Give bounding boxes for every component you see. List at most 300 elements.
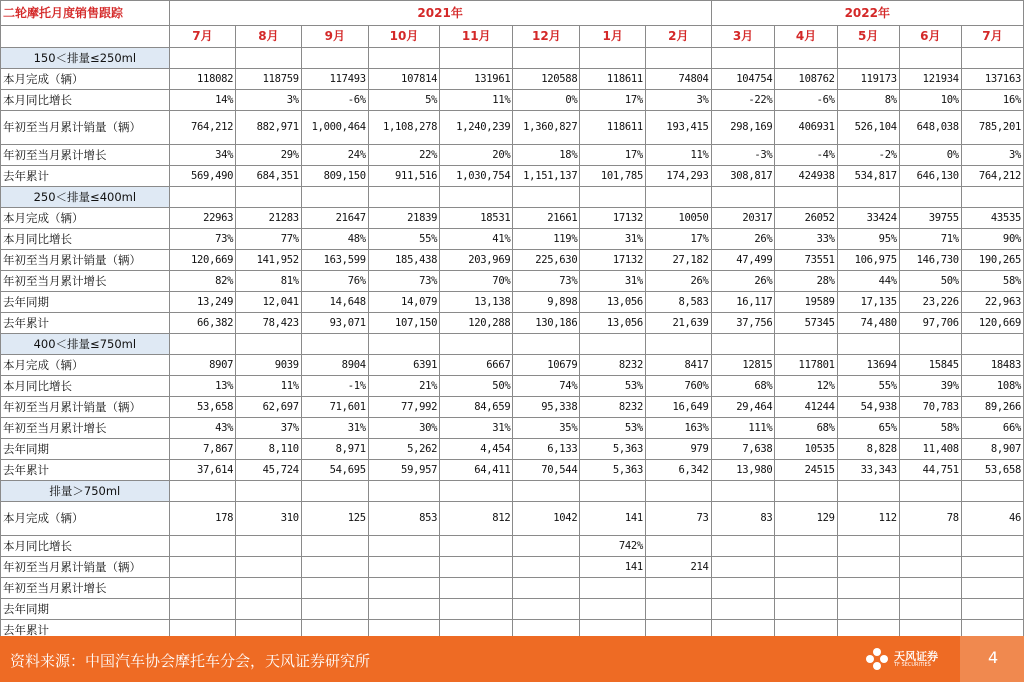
value-cell: 8904	[301, 355, 368, 376]
table-row	[1, 166, 1024, 187]
value-cell: 118611	[580, 111, 646, 145]
section-header-blank-cell	[513, 481, 580, 502]
section-header-blank-cell	[961, 187, 1023, 208]
table-row	[1, 229, 1024, 250]
value-cell: 18483	[961, 355, 1023, 376]
value-cell: 18%	[513, 145, 580, 166]
value-cell: 11%	[645, 145, 711, 166]
value-cell	[645, 578, 711, 599]
row-label: 去年同期	[1, 599, 170, 620]
value-cell	[837, 557, 899, 578]
section-header-blank-cell	[961, 481, 1023, 502]
value-cell: 35%	[513, 418, 580, 439]
month-header: 6月	[899, 26, 961, 48]
value-cell: 14%	[169, 90, 236, 111]
row-label: 本月完成（辆）	[1, 355, 170, 376]
table-row	[1, 292, 1024, 313]
value-cell: 29,464	[711, 397, 775, 418]
value-cell: 13,056	[580, 292, 646, 313]
value-cell: 163,599	[301, 250, 368, 271]
value-cell	[645, 599, 711, 620]
section-header-blank-cell	[711, 334, 775, 355]
value-cell: 28%	[775, 271, 837, 292]
value-cell: 44,751	[899, 460, 961, 481]
value-cell: 130,186	[513, 313, 580, 334]
value-cell: 41%	[440, 229, 513, 250]
value-cell	[580, 599, 646, 620]
value-cell: 37%	[236, 418, 302, 439]
value-cell: 534,817	[837, 166, 899, 187]
value-cell: 39%	[899, 376, 961, 397]
section-header-blank-cell	[645, 187, 711, 208]
value-cell: 26%	[711, 229, 775, 250]
row-label: 去年同期	[1, 292, 170, 313]
month-header: 1月	[580, 26, 646, 48]
value-cell: 13,980	[711, 460, 775, 481]
value-cell: 104754	[711, 69, 775, 90]
value-cell: 3%	[236, 90, 302, 111]
value-cell: 70%	[440, 271, 513, 292]
value-cell: 141	[580, 557, 646, 578]
value-cell: 54,938	[837, 397, 899, 418]
value-cell	[169, 599, 236, 620]
section-header-blank-cell	[775, 481, 837, 502]
value-cell: 1,360,827	[513, 111, 580, 145]
value-cell: 117801	[775, 355, 837, 376]
value-cell: 8232	[580, 355, 646, 376]
value-cell: 57345	[775, 313, 837, 334]
value-cell: 146,730	[899, 250, 961, 271]
table-row	[1, 557, 1024, 578]
section-header-blank-cell	[775, 187, 837, 208]
value-cell: 53,658	[169, 397, 236, 418]
value-cell: 55%	[837, 376, 899, 397]
value-cell	[368, 578, 439, 599]
table-row	[1, 90, 1024, 111]
value-cell: -6%	[301, 90, 368, 111]
value-cell: 111%	[711, 418, 775, 439]
value-cell: 89,266	[961, 397, 1023, 418]
section-header-blank-cell	[580, 334, 646, 355]
value-cell	[301, 536, 368, 557]
row-label: 年初至当月累计增长	[1, 145, 170, 166]
row-label: 去年累计	[1, 460, 170, 481]
value-cell: 10%	[899, 90, 961, 111]
section-header-blank-cell	[580, 187, 646, 208]
value-cell: 39755	[899, 208, 961, 229]
section-header: 排量＞750ml	[1, 481, 170, 502]
value-cell: 14,079	[368, 292, 439, 313]
table-row	[1, 418, 1024, 439]
value-cell: 7,867	[169, 439, 236, 460]
section-header-blank-cell	[899, 334, 961, 355]
value-cell: 119173	[837, 69, 899, 90]
value-cell: 569,490	[169, 166, 236, 187]
value-cell: 21%	[368, 376, 439, 397]
value-cell: 8,583	[645, 292, 711, 313]
value-cell: 131961	[440, 69, 513, 90]
value-cell	[169, 557, 236, 578]
value-cell: 117493	[301, 69, 368, 90]
section-header-blank-cell	[169, 48, 236, 69]
value-cell: -3%	[711, 145, 775, 166]
value-cell: 55%	[368, 229, 439, 250]
section-header-blank-cell	[368, 48, 439, 69]
value-cell	[580, 578, 646, 599]
value-cell: 95,338	[513, 397, 580, 418]
section-header-blank-cell	[513, 187, 580, 208]
row-label: 年初至当月累计销量（辆）	[1, 397, 170, 418]
value-cell: 11%	[236, 376, 302, 397]
value-cell: 20%	[440, 145, 513, 166]
value-cell	[301, 578, 368, 599]
value-cell: 1,000,464	[301, 111, 368, 145]
section-header-blank-cell	[961, 334, 1023, 355]
value-cell: 9039	[236, 355, 302, 376]
section-header-blank-cell	[169, 481, 236, 502]
logo-text: 天风证券	[894, 650, 938, 663]
value-cell: 29%	[236, 145, 302, 166]
value-cell	[169, 578, 236, 599]
section-header-blank-cell	[711, 187, 775, 208]
value-cell	[961, 557, 1023, 578]
table-row	[1, 536, 1024, 557]
value-cell: 22963	[169, 208, 236, 229]
value-cell: 5,363	[580, 460, 646, 481]
section-header-blank-cell	[645, 334, 711, 355]
value-cell	[513, 578, 580, 599]
section-header-blank-cell	[775, 48, 837, 69]
value-cell: 107,150	[368, 313, 439, 334]
value-cell: 141	[580, 502, 646, 536]
value-cell: 5%	[368, 90, 439, 111]
month-header: 5月	[837, 26, 899, 48]
value-cell: 12815	[711, 355, 775, 376]
value-cell: 118082	[169, 69, 236, 90]
table-row	[1, 271, 1024, 292]
value-cell: 70,544	[513, 460, 580, 481]
table-row	[1, 313, 1024, 334]
section-header-blank-cell	[899, 481, 961, 502]
row-label: 年初至当月累计销量（辆）	[1, 557, 170, 578]
value-cell: 178	[169, 502, 236, 536]
value-cell	[961, 536, 1023, 557]
value-cell: 19589	[775, 292, 837, 313]
value-cell: 33,343	[837, 460, 899, 481]
table-row	[1, 599, 1024, 620]
value-cell: 17132	[580, 250, 646, 271]
value-cell	[837, 578, 899, 599]
value-cell: 54,695	[301, 460, 368, 481]
value-cell: 14,648	[301, 292, 368, 313]
section-header-blank-cell	[711, 481, 775, 502]
value-cell: 64,411	[440, 460, 513, 481]
section-header-blank-cell	[368, 481, 439, 502]
table-row	[1, 460, 1024, 481]
section-header-blank-cell	[837, 481, 899, 502]
value-cell	[440, 536, 513, 557]
value-cell: 11%	[440, 90, 513, 111]
value-cell: 31%	[440, 418, 513, 439]
value-cell: 18531	[440, 208, 513, 229]
value-cell: 10535	[775, 439, 837, 460]
value-cell: 193,415	[645, 111, 711, 145]
section-header-blank-cell	[775, 334, 837, 355]
value-cell: 66,382	[169, 313, 236, 334]
value-cell: 48%	[301, 229, 368, 250]
value-cell: 12%	[775, 376, 837, 397]
value-cell: 62,697	[236, 397, 302, 418]
value-cell: 3%	[961, 145, 1023, 166]
value-cell: 764,212	[169, 111, 236, 145]
value-cell: 33424	[837, 208, 899, 229]
value-cell	[368, 536, 439, 557]
section-header-blank-cell	[236, 187, 302, 208]
tf-securities-logo-icon	[862, 644, 892, 674]
row-label: 本月完成（辆）	[1, 208, 170, 229]
value-cell: 45,724	[236, 460, 302, 481]
row-label: 本月同比增长	[1, 90, 170, 111]
value-cell: 13,138	[440, 292, 513, 313]
value-cell: 37,756	[711, 313, 775, 334]
value-cell: 10050	[645, 208, 711, 229]
value-cell: 310	[236, 502, 302, 536]
section-header-blank-cell	[301, 187, 368, 208]
value-cell: -22%	[711, 90, 775, 111]
row-label: 本月同比增长	[1, 376, 170, 397]
value-cell: 73551	[775, 250, 837, 271]
value-cell	[440, 557, 513, 578]
value-cell: 812	[440, 502, 513, 536]
value-cell: 119%	[513, 229, 580, 250]
section-header-blank-cell	[513, 334, 580, 355]
value-cell: 6391	[368, 355, 439, 376]
row-label: 本月完成（辆）	[1, 69, 170, 90]
section-header: 150＜排量≤250ml	[1, 48, 170, 69]
value-cell: 65%	[837, 418, 899, 439]
value-cell: 120,288	[440, 313, 513, 334]
table-row	[1, 208, 1024, 229]
page-number: 4	[988, 648, 999, 667]
value-cell: 8,828	[837, 439, 899, 460]
section-header-blank-cell	[169, 187, 236, 208]
month-header: 7月	[169, 26, 236, 48]
value-cell	[775, 557, 837, 578]
value-cell: 120,669	[961, 313, 1023, 334]
value-cell: 50%	[899, 271, 961, 292]
value-cell: 82%	[169, 271, 236, 292]
value-cell: 53,658	[961, 460, 1023, 481]
row-label: 年初至当月累计销量（辆）	[1, 111, 170, 145]
value-cell: 58%	[961, 271, 1023, 292]
value-cell: 20317	[711, 208, 775, 229]
value-cell	[513, 599, 580, 620]
value-cell: 24515	[775, 460, 837, 481]
row-label: 去年累计	[1, 620, 170, 641]
logo-subtext: TF SECURITIES	[894, 662, 931, 668]
section-header-blank-cell	[645, 48, 711, 69]
row-label: 年初至当月累计销量（辆）	[1, 250, 170, 271]
value-cell: 0%	[899, 145, 961, 166]
value-cell: 118611	[580, 69, 646, 90]
value-cell: 26%	[645, 271, 711, 292]
source-note: 资料来源：中国汽车协会摩托车分会，天风证券研究所	[10, 652, 371, 670]
value-cell: 308,817	[711, 166, 775, 187]
value-cell: 1042	[513, 502, 580, 536]
value-cell: 74%	[513, 376, 580, 397]
value-cell: 23,226	[899, 292, 961, 313]
month-header: 9月	[301, 26, 368, 48]
value-cell: 108762	[775, 69, 837, 90]
value-cell: 22,963	[961, 292, 1023, 313]
row-label: 去年累计	[1, 166, 170, 187]
section-header-blank-cell	[645, 481, 711, 502]
value-cell: 26%	[711, 271, 775, 292]
value-cell: 8907	[169, 355, 236, 376]
value-cell: 5,262	[368, 439, 439, 460]
year-2021-header: 2021年	[169, 1, 711, 26]
value-cell	[513, 536, 580, 557]
value-cell: 17%	[645, 229, 711, 250]
value-cell: 68%	[711, 376, 775, 397]
value-cell: 4,454	[440, 439, 513, 460]
value-cell: 112	[837, 502, 899, 536]
value-cell: 81%	[236, 271, 302, 292]
row-label: 本月同比增长	[1, 536, 170, 557]
value-cell: 0%	[513, 90, 580, 111]
value-cell: 21,639	[645, 313, 711, 334]
row-label: 去年同期	[1, 439, 170, 460]
footer-bar	[0, 636, 1024, 682]
value-cell: 95%	[837, 229, 899, 250]
value-cell: 8,110	[236, 439, 302, 460]
value-cell: 33%	[775, 229, 837, 250]
value-cell: 760%	[645, 376, 711, 397]
table-row	[1, 145, 1024, 166]
section-header-blank-cell	[580, 481, 646, 502]
value-cell	[236, 536, 302, 557]
value-cell: 979	[645, 439, 711, 460]
value-cell: 12,041	[236, 292, 302, 313]
value-cell: 15845	[899, 355, 961, 376]
value-cell: 76%	[301, 271, 368, 292]
value-cell: -6%	[775, 90, 837, 111]
value-cell: 120,669	[169, 250, 236, 271]
value-cell: -1%	[301, 376, 368, 397]
value-cell: 174,293	[645, 166, 711, 187]
section-header-blank-cell	[301, 48, 368, 69]
value-cell: 31%	[301, 418, 368, 439]
value-cell: 27,182	[645, 250, 711, 271]
section-header-blank-cell	[236, 334, 302, 355]
value-cell: 911,516	[368, 166, 439, 187]
value-cell: 13694	[837, 355, 899, 376]
value-cell	[368, 599, 439, 620]
table-row	[1, 439, 1024, 460]
table-row	[1, 250, 1024, 271]
table-row	[1, 502, 1024, 536]
section-header-blank-cell	[440, 48, 513, 69]
value-cell: 8232	[580, 397, 646, 418]
section-header-blank-cell	[440, 187, 513, 208]
value-cell	[899, 599, 961, 620]
value-cell: 121934	[899, 69, 961, 90]
month-header: 2月	[645, 26, 711, 48]
row-label: 年初至当月累计增长	[1, 578, 170, 599]
value-cell: 424938	[775, 166, 837, 187]
value-cell: 93,071	[301, 313, 368, 334]
value-cell: 106,975	[837, 250, 899, 271]
value-cell	[236, 578, 302, 599]
value-cell	[711, 536, 775, 557]
value-cell: 6,342	[645, 460, 711, 481]
value-cell: 11,408	[899, 439, 961, 460]
value-cell: 120588	[513, 69, 580, 90]
value-cell: 526,104	[837, 111, 899, 145]
month-row-blank	[1, 26, 170, 48]
value-cell: 84,659	[440, 397, 513, 418]
value-cell: 44%	[837, 271, 899, 292]
section-header-blank-cell	[837, 187, 899, 208]
value-cell	[899, 578, 961, 599]
value-cell: 74,480	[837, 313, 899, 334]
value-cell: 8,971	[301, 439, 368, 460]
value-cell	[711, 599, 775, 620]
value-cell	[711, 578, 775, 599]
value-cell: 71%	[899, 229, 961, 250]
month-header: 8月	[236, 26, 302, 48]
value-cell: 9,898	[513, 292, 580, 313]
section-header: 250＜排量≤400ml	[1, 187, 170, 208]
value-cell: 31%	[580, 271, 646, 292]
table-row	[1, 578, 1024, 599]
value-cell: 77,992	[368, 397, 439, 418]
value-cell: 406931	[775, 111, 837, 145]
value-cell: 141,952	[236, 250, 302, 271]
value-cell: 58%	[899, 418, 961, 439]
value-cell: -4%	[775, 145, 837, 166]
value-cell: 125	[301, 502, 368, 536]
value-cell	[440, 599, 513, 620]
value-cell: 882,971	[236, 111, 302, 145]
month-header: 7月	[961, 26, 1023, 48]
section-header-blank-cell	[301, 334, 368, 355]
value-cell: 742%	[580, 536, 646, 557]
value-cell	[301, 599, 368, 620]
value-cell: 7,638	[711, 439, 775, 460]
value-cell	[711, 557, 775, 578]
value-cell: 118759	[236, 69, 302, 90]
value-cell: 90%	[961, 229, 1023, 250]
value-cell: 13,056	[580, 313, 646, 334]
value-cell	[775, 578, 837, 599]
value-cell	[775, 599, 837, 620]
value-cell	[169, 536, 236, 557]
value-cell: 107814	[368, 69, 439, 90]
month-header: 10月	[368, 26, 439, 48]
value-cell: 17,135	[837, 292, 899, 313]
section-header-blank-cell	[236, 481, 302, 502]
value-cell	[961, 599, 1023, 620]
value-cell: 34%	[169, 145, 236, 166]
section-header-blank-cell	[961, 48, 1023, 69]
value-cell: 22%	[368, 145, 439, 166]
section-header-blank-cell	[899, 48, 961, 69]
value-cell: 785,201	[961, 111, 1023, 145]
value-cell: 101,785	[580, 166, 646, 187]
value-cell	[645, 536, 711, 557]
value-cell: 8417	[645, 355, 711, 376]
